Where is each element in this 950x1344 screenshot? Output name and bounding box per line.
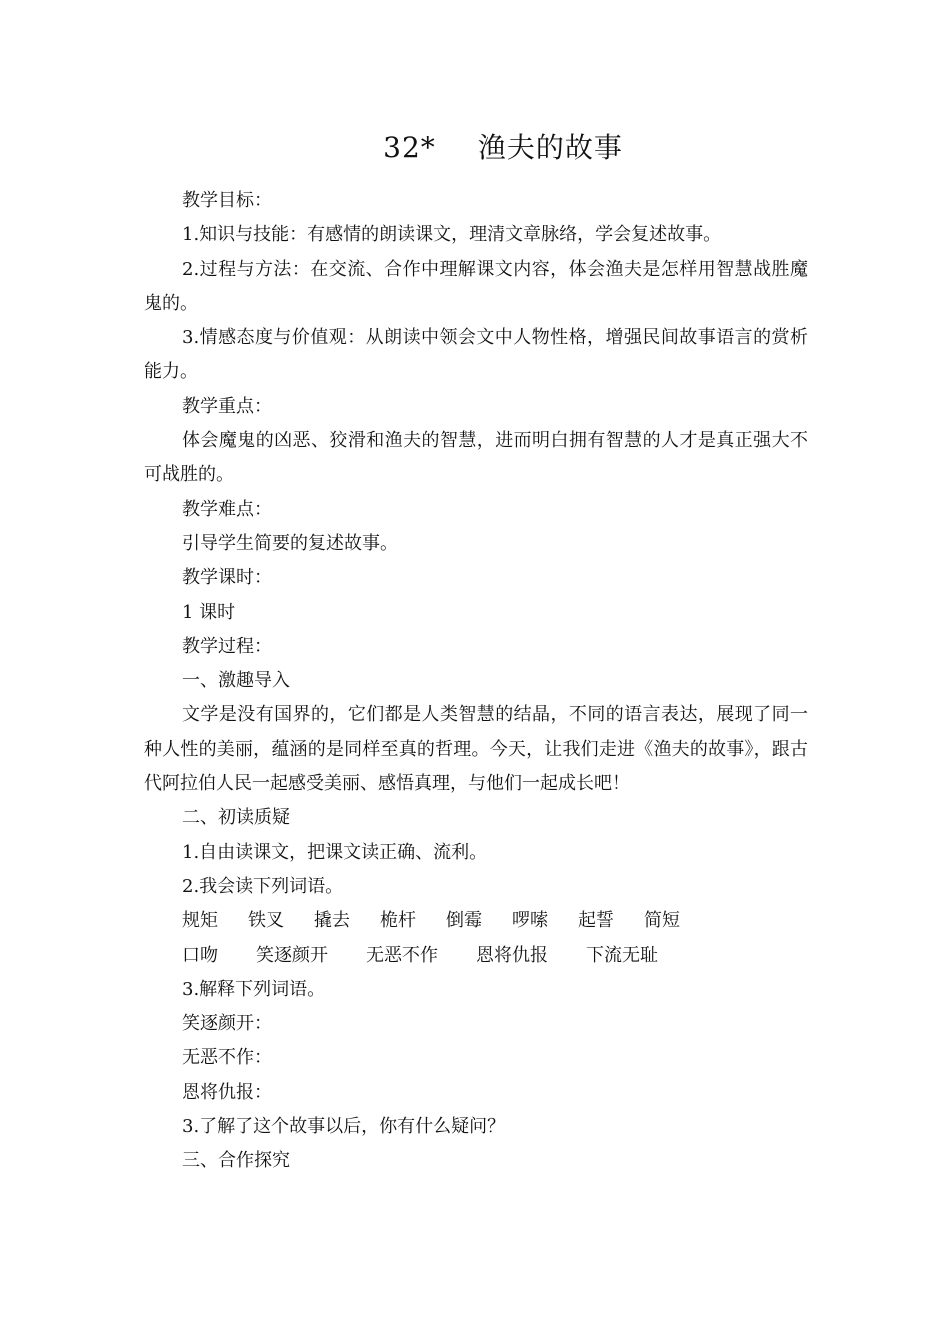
paragraph: 引导学生简要的复述故事。: [182, 532, 398, 554]
vocab-word: 铁叉: [248, 910, 284, 932]
vocab-word: 起誓: [578, 910, 614, 932]
vocab-word: 啰嗦: [512, 910, 548, 932]
vocab-word: 撬去: [314, 910, 350, 932]
vocab-word: 恩将仇报: [476, 944, 548, 966]
paragraph: 1.知识与技能：有感情的朗读课文，理清文章脉络，学会复述故事。: [182, 224, 722, 246]
vocabulary-row-1: [144, 904, 808, 938]
paragraph: 3.了解了这个故事以后，你有什么疑问？: [182, 1116, 506, 1138]
paragraph: 教学重点：: [182, 395, 272, 417]
vocab-word: 下流无耻: [586, 944, 658, 966]
paragraph: 1 课时: [182, 601, 236, 623]
paragraph: 体会魔鬼的凶恶、狡滑和渔夫的智慧，进而明白拥有智慧的人才是真正强大不可战胜的。: [144, 430, 808, 486]
paragraph: 笑逐颜开：: [182, 1013, 272, 1035]
lesson-title-text: 渔夫的故事: [477, 131, 623, 164]
vocab-word: 简短: [644, 910, 680, 932]
paragraph: 2.过程与方法：在交流、合作中理解课文内容，体会渔夫是怎样用智慧战胜魔鬼的。: [144, 258, 808, 314]
vocab-word: 笑逐颜开: [256, 944, 328, 966]
paragraph: 无恶不作：: [182, 1047, 272, 1069]
vocabulary-row-2: [144, 939, 808, 973]
lesson-title: [0, 128, 950, 168]
paragraph: 教学难点：: [182, 498, 272, 520]
vocab-word: 规矩: [182, 910, 218, 932]
vocab-word: 无恶不作: [366, 944, 438, 966]
paragraph: 2.我会读下列词语。: [182, 875, 344, 897]
paragraph: 教学课时：: [182, 567, 272, 589]
paragraph: 恩将仇报：: [182, 1081, 272, 1103]
paragraph: 教学过程：: [182, 635, 272, 657]
paragraph: 3.解释下列词语。: [182, 978, 326, 1000]
paragraph: 3.情感态度与价值观：从朗读中领会文中人物性格，增强民间故事语言的赏析能力。: [144, 327, 808, 383]
lesson-body: [144, 184, 808, 1179]
vocab-word: 口吻: [182, 944, 218, 966]
paragraph: 1.自由读课文，把课文读正确、流利。: [182, 841, 488, 863]
paragraph: 教学目标：: [182, 190, 272, 211]
paragraph: 一、激趣导入: [182, 670, 290, 692]
vocab-word: 倒霉: [446, 910, 482, 932]
paragraph: 文学是没有国界的，它们都是人类智慧的结晶，不同的语言表达，展现了同一种人性的美丽，蕴涵的是同样至真的哲理。今天，让我们走进《渔夫的故事》，跟古代阿拉伯人民一起感受美丽、感悟真理，与他们一起成长吧！: [144, 704, 808, 795]
paragraph: 二、初读质疑: [182, 807, 290, 829]
paragraph: 三、合作探究: [182, 1150, 290, 1172]
lesson-number: 32*: [383, 131, 436, 164]
vocab-word: 桅杆: [380, 910, 416, 932]
